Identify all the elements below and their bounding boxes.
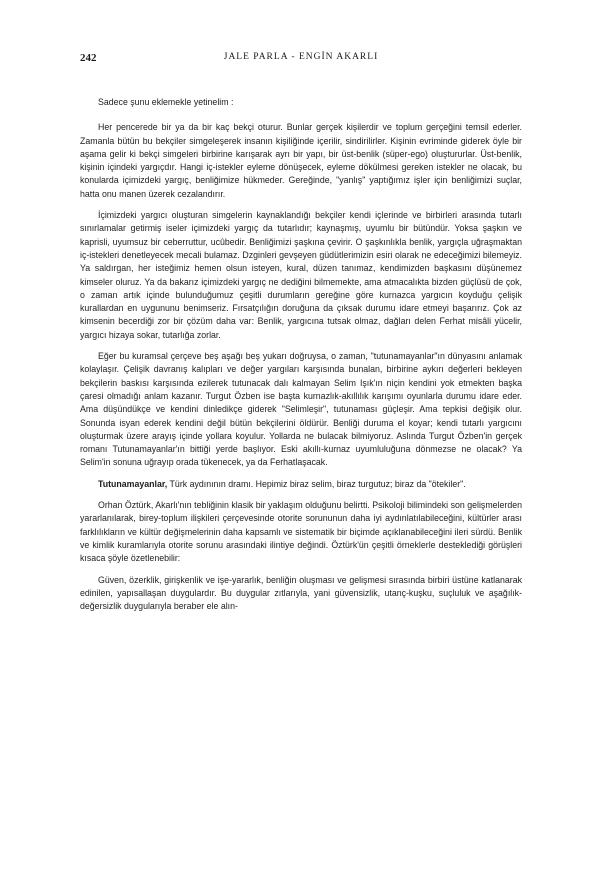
running-head: JALE PARLA - ENGİN AKARLI — [223, 52, 379, 62]
paragraph-3: Eğer bu kuramsal çerçeve beş aşağı beş yukarı doğruysa, o zaman, "tutunamayanlar"ın dünyasını anlamak kolaylaşır. Çelişik davranış kalıpları ve değer yargıları karşısında bunalan, birbirine aykırı değerleri bekleyen bekçilerin baskısı karşısında ezilerek tutunacak dalı kalmayan Selim Işık'ın niçin kendini yok etmekten başka çaresi olmadığı anlam kazanır. Turgut Özben ise başta kurnazlık-akıllılık karışımı oyunlarla durumu idare eder. Ama düşündükçe ve kendini dinledikçe giderek "Selimleşir", tutunaması güçleşir. Ama tepkisi değişik olur. Sonunda isyan ederek kendini değil bütün bekçilerini öldürür. Benliği duruma el koyar; kendi tutarlı yargıcını oluşturmak üzere arayış içinde yollara koyulur. Yollarda ne bulacak bilmiyoruz. Aslında Turgut Özben'in gerçek romanı Tutunamayanlar'ın bittiği yerde başlıyor. Eski akıllı-kurnaz uyumluluğuna dönmezse ne olacak? Ya Selim'in sonuna uğrayıp orada tükenecek, ya da Ferhatlaşacak. — [80, 351, 522, 468]
paragraph-5: Orhan Öztürk, Akarlı'nın tebliğinin klasik bir yaklaşım olduğunu belirtti. Psikoloji bilimindeki son gelişmelerden yararlanılarak, birey-toplum ilişkileri çerçevesinde otorite sorununun daha iyi aydınlatılabileceğini, kültürler arası farklılıkların ve kültür değişmelerinin daha kapsamlı ve sistematik bir biçimde açıklanabileceğini ileri sürdü. Benlik ve kimlik kuramlarıyla otorite sorunu arasındaki ilintiye değindi. Öztürk'ün çeşitli örneklerle desteklediği görüşleri kısaca şöyle özetlenebilir: — [80, 500, 522, 564]
book-title-bold: Tutunamayanlar, — [98, 478, 168, 489]
paragraph-6: Güven, özerklik, girişkenlik ve işe-yararlık, benliğin oluşması ve gelişmesi sırasında birbiri üstüne katlanarak edinilen, yapısallaşan duygulardır. Bu duygular zıtlarıyla, yani güvensizlik, utanç-kuşku, suçluluk ve aşağılık-değersizlik duygularıyla beraber ele alın- — [80, 574, 522, 612]
body-text — [80, 96, 522, 621]
page-number: 242 — [80, 52, 97, 64]
paragraph-4-text: Türk aydınının dramı. Hepimiz biraz selim, biraz turgutuz; biraz da "ötekiler". — [167, 478, 466, 489]
paragraph-1: Her pencerede bir ya da bir kaç bekçi oturur. Bunlar gerçek kişilerdir ve toplum gerçeğini temsil ederler. Zamanla bütün bu bekçiler simgeleşerek insanın kişiliğinde içerilir, sindirilirler. Kişinin evriminde giderek öyle bir aşama gelir ki bekçi simgeleri birbirine karışarak ayrı bir yapı, bir üst-benlik (süper-ego) oluştururlar. Üst-benlik, kişinin içindeki yargıçdır. Hangi iç-istekler eyleme dönüşecek, eyleme dökülmesi gereken istekler ne olacak, bu konularda içimizdeki yargıç, benliğimize hükmeder. Gereğinde, "yanlış" yaptığımız işler için benliğimizi suçlar, hatta onu manen üzerek cezalandırır. — [80, 122, 522, 199]
page-header — [80, 52, 522, 68]
paragraph-4 — [80, 478, 522, 491]
paragraph-2: İçimizdeki yargıcı oluşturan simgelerin kaynaklandığı bekçiler kendi içlerinde ve birbirleri arasında tutarlı sınırlamalar getirmiş iseler içimizdeki yargıç da tutarlıdır; kaynaşmış, uyumlu bir bütündür. Yoksa şaşkın ve kaprisli, uyumsuz bir ceberruttur, ucûbedir. Benliğimizi şaşkına çevirir. O şaşkınlıkla benlik, yargıçla uğraşmaktan iç-istekleri denetleyecek mecali bulamaz. Dzginleri gevşeyen güdütlerimizin esiri olarak ne edeceğimizi bilemeyiz. Ya saldırgan, her isteğimiz hemen olsun isteyen, kural, düzen tanımaz, kendimizden başkasını düşünemez kimseler oluruz. Ya da bakarız içimizdeki yargıç ne dediğini bilmemekte, ama atmacalıkta bizden güçlüsü de çok, o zaman artık içinde bulunduğumuz çeşitli durumların gereğine göre kurnazca yargıcın koyduğu çelişik kurallardan en uygununu benimseriz. Fırsatçılığın doruğuna da çıksak durumu idare etmeyi başarırız. Çok az kimsenin becerdiği zor bir çözüm daha var: Benlik, yargıcına tutsak olmaz, dağları delen Ferhat misâli yücelir, yargıcı hizaya sokar, tutarlığa zorlar. — [80, 210, 522, 340]
intro-line: Sadece şunu eklemekle yetinelim : — [98, 97, 234, 107]
